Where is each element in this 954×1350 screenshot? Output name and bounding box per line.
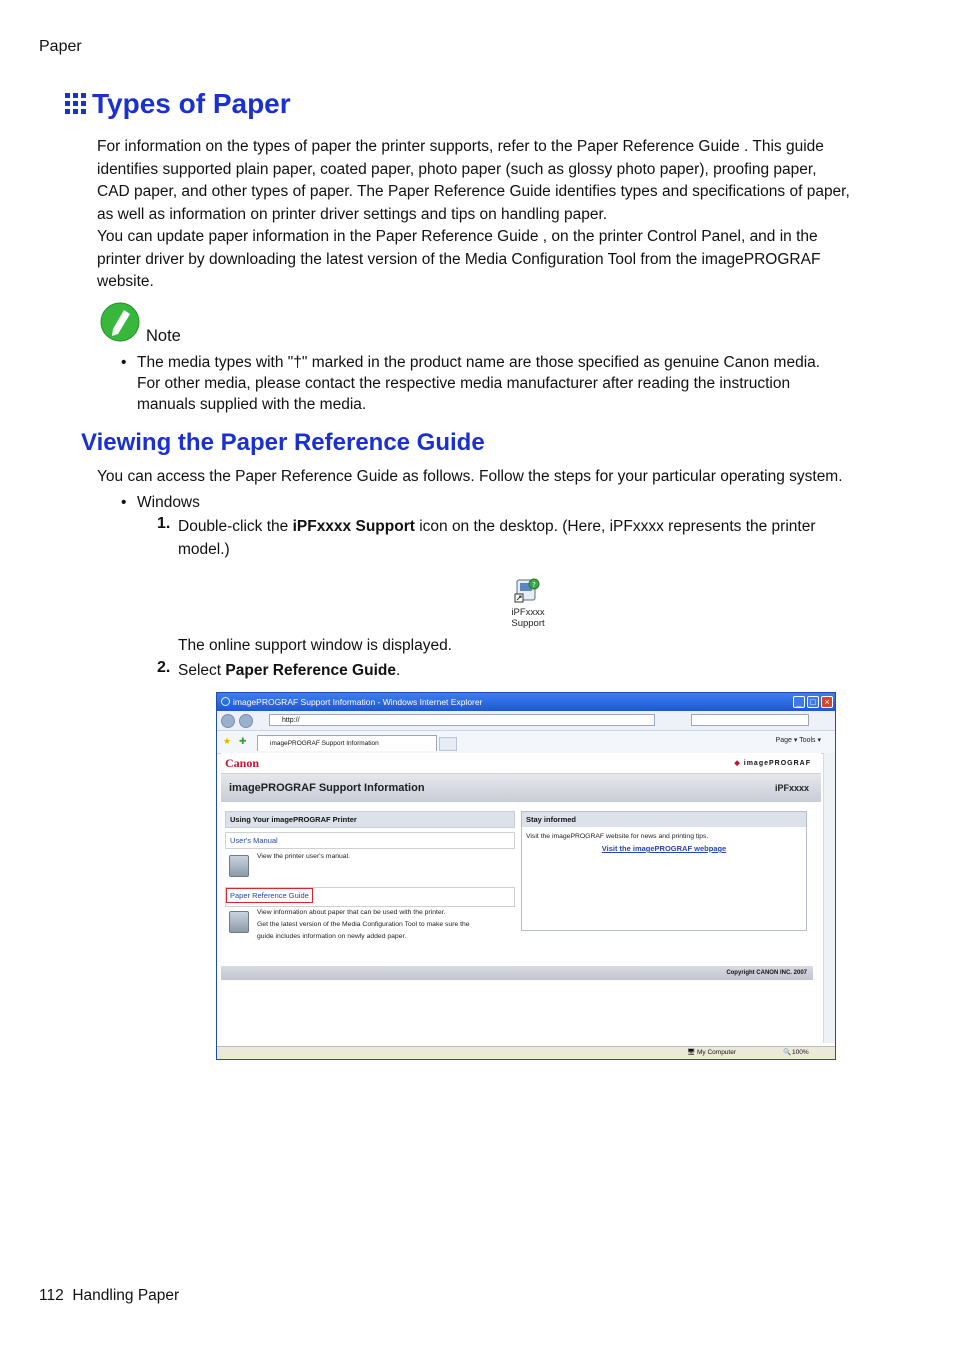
step-number: 1. <box>157 515 171 532</box>
chapter-name: Handling Paper <box>72 1287 180 1304</box>
ie-icon <box>221 697 230 706</box>
icon-label-line: iPFxxxx <box>511 607 545 618</box>
search-input[interactable] <box>691 714 809 726</box>
desc-line: guide includes information on newly added paper. <box>257 933 407 940</box>
zoom-icon: 🔍 <box>783 1049 792 1056</box>
left-panel <box>225 811 515 947</box>
step-1-text <box>178 515 878 561</box>
intro-line: You can update paper information in the Paper Reference Guide , on the printer Control Panel, and in the <box>97 228 818 245</box>
support-desktop-icon[interactable] <box>514 576 542 604</box>
pencil-note-icon <box>100 302 140 342</box>
intro-line: For information on the types of paper the printer supports, refer to the Paper Reference Guide . This guide <box>97 138 824 155</box>
close-button[interactable]: × <box>821 696 833 708</box>
page-title <box>64 88 291 120</box>
step-text: . <box>395 662 401 679</box>
note-line: manuals supplied with the media. <box>137 396 367 413</box>
paper-reference-guide-link[interactable]: Paper Reference Guide <box>226 888 313 903</box>
step-bold: Paper Reference Guide <box>225 662 396 679</box>
banner-title: imagePROGRAF Support Information <box>229 782 425 794</box>
grid-icon <box>64 92 88 116</box>
favorites-star-icon[interactable]: ★ <box>223 736 232 746</box>
users-manual-link[interactable]: User's Manual <box>225 832 515 849</box>
intro-line: identifies supported plain paper, coated paper, photo paper (such as glossy photo paper), proofing paper, <box>97 160 817 178</box>
step-text: Select <box>178 662 226 679</box>
browser-tab[interactable]: imagePROGRAF Support Information <box>257 735 437 751</box>
page-content <box>221 753 821 1035</box>
intro-line: CAD paper, and other types of paper. The Paper Reference Guide identifies types and specifications of paper, <box>97 183 850 200</box>
step-number: 2. <box>157 659 171 676</box>
step-text: Double-click the <box>178 518 293 535</box>
back-icon[interactable] <box>221 714 235 728</box>
note-text <box>137 352 897 415</box>
maximize-button[interactable]: □ <box>807 696 819 708</box>
note-bullet: • <box>121 354 127 371</box>
desc-line: Get the latest version of the Media Configuration Tool to make sure the <box>257 921 470 928</box>
intro-line: website. <box>97 273 154 290</box>
icon-label-line: Support <box>511 618 545 629</box>
model-name: iPFxxxx <box>774 783 809 793</box>
section-heading: Viewing the Paper Reference Guide <box>81 429 485 456</box>
manual-icon <box>229 855 249 877</box>
copyright-bar: Copyright CANON INC. 2007 <box>221 966 813 980</box>
vertical-scrollbar[interactable] <box>823 753 835 1043</box>
right-panel <box>521 811 807 931</box>
forward-icon[interactable] <box>239 714 253 728</box>
status-bar <box>217 1046 835 1059</box>
address-bar-row <box>217 711 835 731</box>
window-title: imagePROGRAF Support Information - Windows Internet Explorer <box>233 697 483 707</box>
step-text: model.) <box>178 541 230 558</box>
intro-paragraph-1 <box>97 136 887 294</box>
canon-logo: Canon <box>225 756 260 770</box>
step-bold: iPFxxxx Support <box>292 518 415 535</box>
desc-line: View information about paper that can be used with the printer. <box>257 909 446 916</box>
toolbar-menus[interactable]: Page ▾ Tools ▾ <box>775 737 821 744</box>
note-line: The media types with "†" marked in the product name are those specified as genuine Canon media. <box>137 354 821 371</box>
support-banner <box>221 774 821 802</box>
note-line: For other media, please contact the respective media manufacturer after reading the instruction <box>137 375 791 392</box>
right-panel-desc: Visit the imagePROGRAF website for news and printing tips. <box>526 833 709 840</box>
tab-row <box>217 731 835 754</box>
section-intro: You can access the Paper Reference Guide as follows. Follow the steps for your particular operating system. <box>97 468 843 485</box>
computer-icon: 🖥 <box>687 1049 696 1056</box>
desktop-icon-label <box>506 607 550 629</box>
window-titlebar <box>217 693 835 711</box>
imageprograf-logo: ◆ imagePROGRAF <box>734 759 811 767</box>
new-tab-button[interactable] <box>439 737 457 751</box>
os-label: Windows <box>137 494 200 511</box>
intro-line: printer driver by downloading the latest version of the Media Configuration Tool from the imagePROGRAF <box>97 250 821 268</box>
zone-label: My Computer <box>697 1049 737 1056</box>
zoom-level[interactable]: 100% <box>792 1049 809 1056</box>
visit-webpage-link[interactable]: Visit the imagePROGRAF webpage <box>601 844 727 853</box>
right-panel-header: Stay informed <box>522 812 806 827</box>
left-panel-header: Using Your imagePROGRAF Printer <box>225 811 515 828</box>
running-header: Paper <box>39 38 82 55</box>
add-favorite-icon[interactable]: ✚ <box>239 736 247 746</box>
address-input[interactable]: http:// <box>269 714 655 726</box>
step-2-text <box>178 659 400 682</box>
minimize-button[interactable]: _ <box>793 696 805 708</box>
users-manual-desc: View the printer user's manual. <box>257 853 350 860</box>
paper-guide-desc <box>257 907 517 943</box>
page-title-text: Types of Paper <box>92 88 291 119</box>
page-footer <box>39 1287 179 1305</box>
intro-line: as well as information on printer driver settings and tips on handling paper. <box>97 205 608 223</box>
step-text: icon on the desktop. (Here, iPFxxxx represents the printer <box>414 518 816 535</box>
note-label: Note <box>146 327 181 345</box>
browser-window <box>216 692 836 1060</box>
os-bullet: • <box>121 494 127 511</box>
svg-text:?: ? <box>532 581 536 589</box>
page-number: 112 <box>39 1287 64 1304</box>
step-1-result: The online support window is displayed. <box>178 637 452 654</box>
brand-bar <box>221 753 821 774</box>
paper-guide-icon <box>229 911 249 933</box>
